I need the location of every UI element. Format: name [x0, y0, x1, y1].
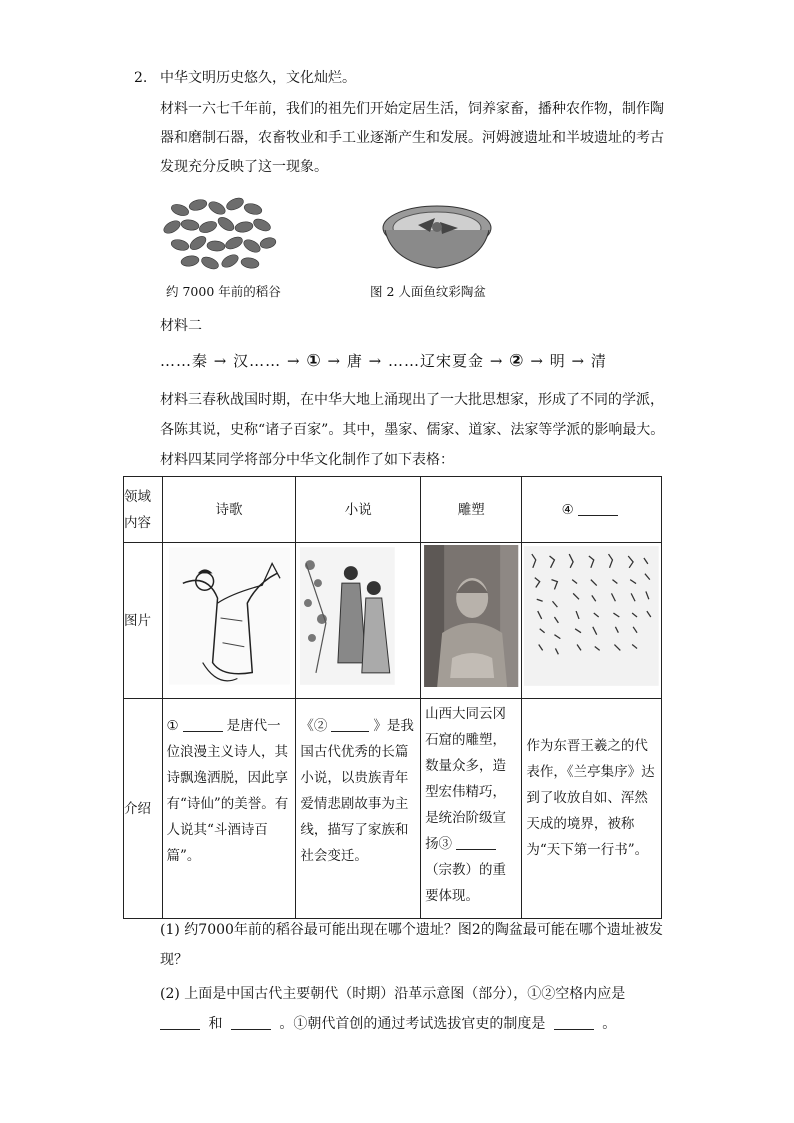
header-label-top: 领域 — [124, 488, 151, 505]
blank-number: 《② — [300, 718, 328, 734]
sculpture-image-cell — [421, 543, 522, 699]
timeline-blank-2: ② — [509, 351, 525, 371]
calligraphy-intro: 作为东晋王羲之的代表作，《兰亭集序》达到了收放自如、浑然天成的境界，被称为“天下第一行书”。 — [522, 699, 662, 919]
blank-number: ① — [166, 718, 179, 734]
poet-figure-image — [163, 543, 296, 689]
row-label-image: 图片 — [124, 543, 163, 699]
timeline-node: ……辽宋夏金 — [388, 352, 485, 370]
and-text: 和 — [208, 1016, 223, 1032]
calligraphy-image-cell — [522, 543, 662, 699]
yungang-buddha-image — [421, 543, 521, 689]
material2-label: 材料二 — [160, 318, 202, 334]
period-text: 。 — [602, 1016, 617, 1032]
timeline-arrow: → — [213, 352, 228, 370]
basin-caption: 图 2 人面鱼纹彩陶盆 — [370, 284, 486, 299]
timeline-node: 唐 — [346, 352, 363, 370]
header-label-bottom: 内容 — [124, 514, 151, 531]
rice-caption: 约 7000 年前的稻谷 — [166, 284, 281, 299]
sub-question-1: (1) 约7000年前的稻谷最可能出现在哪个遗址？图2的陶盆最可能在哪个遗址被发 — [160, 922, 663, 938]
novel-figures-image — [296, 543, 420, 689]
poetry-intro — [162, 699, 296, 919]
sub-question-1-cont: 现？ — [160, 952, 188, 968]
column-header-novel: 小说 — [296, 477, 421, 543]
material1-line: 材料一六七千年前，我们的祖先们开始定居生活，饲养家畜，播种农作物，制作陶 — [160, 101, 664, 117]
sub-question-2-text: 。①朝代首创的通过考试选拔官吏的制度是 — [279, 1016, 546, 1032]
material1-line: 发现充分反映了这一现象。 — [160, 159, 328, 175]
novel-intro-text: 》是我国古代优秀的长篇小说，以贵族青年爱情悲剧故事为主线，描写了家族和社会变迁。 — [300, 718, 414, 864]
answer-blank — [160, 1015, 200, 1030]
blank-number: ④ — [561, 501, 574, 518]
material3-line: 材料三春秋战国时期，在中华大地上涌现出了一大批思想家，形成了不同的学派， — [160, 392, 664, 408]
answer-blank — [231, 1015, 271, 1030]
row-label-intro: 介绍 — [124, 699, 163, 919]
poet-image-cell — [162, 543, 296, 699]
painted-pottery-basin-image — [380, 200, 495, 275]
novel-image-cell — [296, 543, 421, 699]
column-header-blank-4 — [522, 477, 662, 543]
question-number: 2. — [134, 70, 148, 86]
answer-blank — [183, 717, 223, 732]
timeline-arrow: → — [327, 352, 342, 370]
sculpture-intro-text-2: （宗教）的重要体现。 — [425, 862, 507, 904]
question-stem: 中华文明历史悠久，文化灿烂。 — [160, 70, 356, 86]
timeline-blank-1: ① — [306, 351, 322, 371]
table-header-label — [124, 477, 163, 543]
timeline-arrow: → — [368, 352, 383, 370]
answer-blank — [554, 1015, 594, 1030]
timeline-node: ……秦 — [160, 352, 209, 370]
timeline-node: 汉…… — [233, 352, 282, 370]
material1-line: 器和磨制石器，农畜牧业和手工业逐渐产生和发展。河姆渡遗址和半坡遗址的考古 — [160, 130, 664, 146]
timeline-arrow: → — [530, 352, 544, 370]
sub-question-2-cont — [160, 1014, 616, 1034]
timeline-arrow: → — [571, 352, 586, 370]
material4-intro: 材料四某同学将部分中华文化制作了如下表格： — [160, 452, 454, 468]
timeline-arrow: → — [286, 352, 301, 370]
rice-grains-image — [160, 195, 280, 275]
dynasty-timeline — [160, 350, 607, 371]
sub-question-2: (2) 上面是中国古代主要朝代（时期）沿革示意图（部分），①②空格内应是 — [160, 986, 626, 1002]
novel-intro — [296, 699, 421, 919]
column-header-poetry: 诗歌 — [162, 477, 296, 543]
lanting-calligraphy-image — [522, 543, 661, 689]
culture-table — [123, 476, 662, 919]
sculpture-intro-text: 山西大同云冈石窟的雕塑，数量众多，造型宏伟精巧，是统治阶级宣扬③ — [425, 706, 507, 852]
answer-blank — [456, 835, 496, 850]
timeline-node: 清 — [590, 352, 607, 370]
answer-blank — [331, 717, 369, 732]
material3-line: 各陈其说，史称“诸子百家”。其中，墨家、儒家、道家、法家等学派的影响最大。 — [160, 422, 665, 438]
poetry-intro-text: 是唐代一位浪漫主义诗人，其诗飘逸洒脱，因此享有“诗仙”的美誉。有人说其“斗酒诗百篇”。 — [166, 718, 289, 864]
column-header-sculpture: 雕塑 — [421, 477, 522, 543]
answer-blank — [578, 501, 618, 516]
timeline-arrow: → — [489, 352, 504, 370]
timeline-node: 明 — [549, 352, 566, 370]
sculpture-intro — [421, 699, 522, 919]
